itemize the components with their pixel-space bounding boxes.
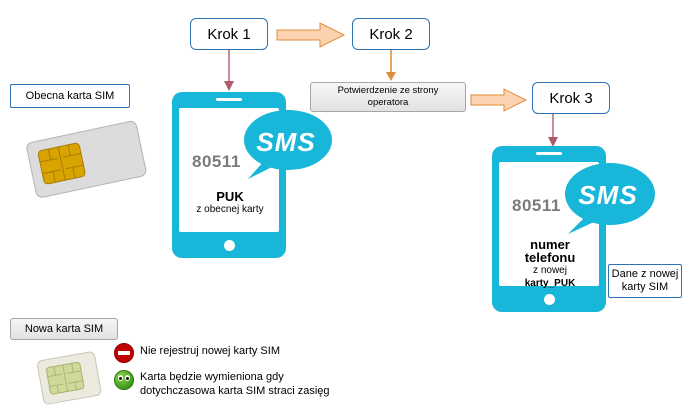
phone-2-body-line4: karty_PUK [524, 278, 576, 289]
smiley-eye-left [118, 375, 123, 381]
phone-2-body-line1: numer [530, 237, 570, 252]
step-3-box [532, 82, 610, 114]
new-sim-label [10, 318, 118, 340]
smiley-eye-right [125, 375, 130, 381]
phone-1-speaker [216, 98, 242, 101]
phone-1-body-line2: z obecnej karty [196, 204, 264, 215]
new-sim-card [26, 346, 112, 413]
phone-2-body [500, 238, 600, 290]
new-card-data-line1: Dane z nowej [611, 268, 679, 280]
arrow-step2-step3 [470, 88, 528, 117]
phone-2-body-line3: z nowej [533, 265, 567, 276]
operator-confirmation-line2: operatora [367, 97, 409, 108]
phone-2-speaker [536, 152, 562, 155]
legend-item-2-line1: Karta będzie wymieniona gdy [140, 371, 284, 383]
arrow-step1-to-phone1 [221, 50, 237, 97]
step-1-box [190, 18, 268, 50]
current-sim-label [10, 84, 130, 108]
green-smiley-icon [114, 370, 134, 390]
phone-1-home-button [224, 240, 235, 251]
phone-1-body-line1: PUK [216, 189, 244, 204]
legend-item-1-text: Nie rejestruj nowej karty SIM [140, 345, 280, 357]
new-card-data-box [608, 264, 682, 298]
phone-2-number: 80511 [512, 196, 561, 215]
current-sim-card [18, 118, 148, 203]
step-3-label: Krok 3 [549, 89, 593, 107]
legend-item-2-line2: dotychczasowa karta SIM straci zasięg [140, 385, 330, 397]
phone-1-number: 80511 [192, 152, 241, 171]
no-entry-icon [114, 343, 134, 363]
legend-item-1 [140, 344, 440, 358]
legend-item-2 [140, 370, 470, 398]
step-2-label: Krok 2 [369, 25, 413, 43]
new-sim-label-text: Nowa karta SIM [24, 323, 104, 335]
step-1-label: Krok 1 [207, 25, 251, 43]
phone-2-body-line2: telefonu [524, 250, 576, 265]
new-card-data-line2: karty SIM [621, 281, 669, 293]
arrow-step2-step3-svg [470, 88, 528, 112]
arrow-step1-to-phone1-svg [221, 50, 237, 92]
sms-bubble-2-text: SMS [578, 180, 638, 210]
current-sim-label-text: Obecna karta SIM [25, 90, 115, 102]
phone-2-home-button [544, 294, 555, 305]
sms-bubble-1-text: SMS [256, 127, 316, 157]
new-sim-card-svg [26, 346, 112, 408]
current-sim-card-svg [18, 118, 148, 198]
arrow-step2-down-svg [383, 50, 399, 82]
arrow-step3-to-phone2-svg [545, 114, 561, 148]
step-2-box [352, 18, 430, 50]
operator-confirmation-line1: Potwierdzenie ze strony [337, 85, 439, 96]
arrow-step1-step2 [276, 22, 346, 53]
arrow-step1-step2-svg [276, 22, 346, 48]
sms-bubble-1 [238, 105, 334, 188]
sms-bubble-2 [558, 158, 658, 243]
phone-1-body [180, 190, 280, 216]
